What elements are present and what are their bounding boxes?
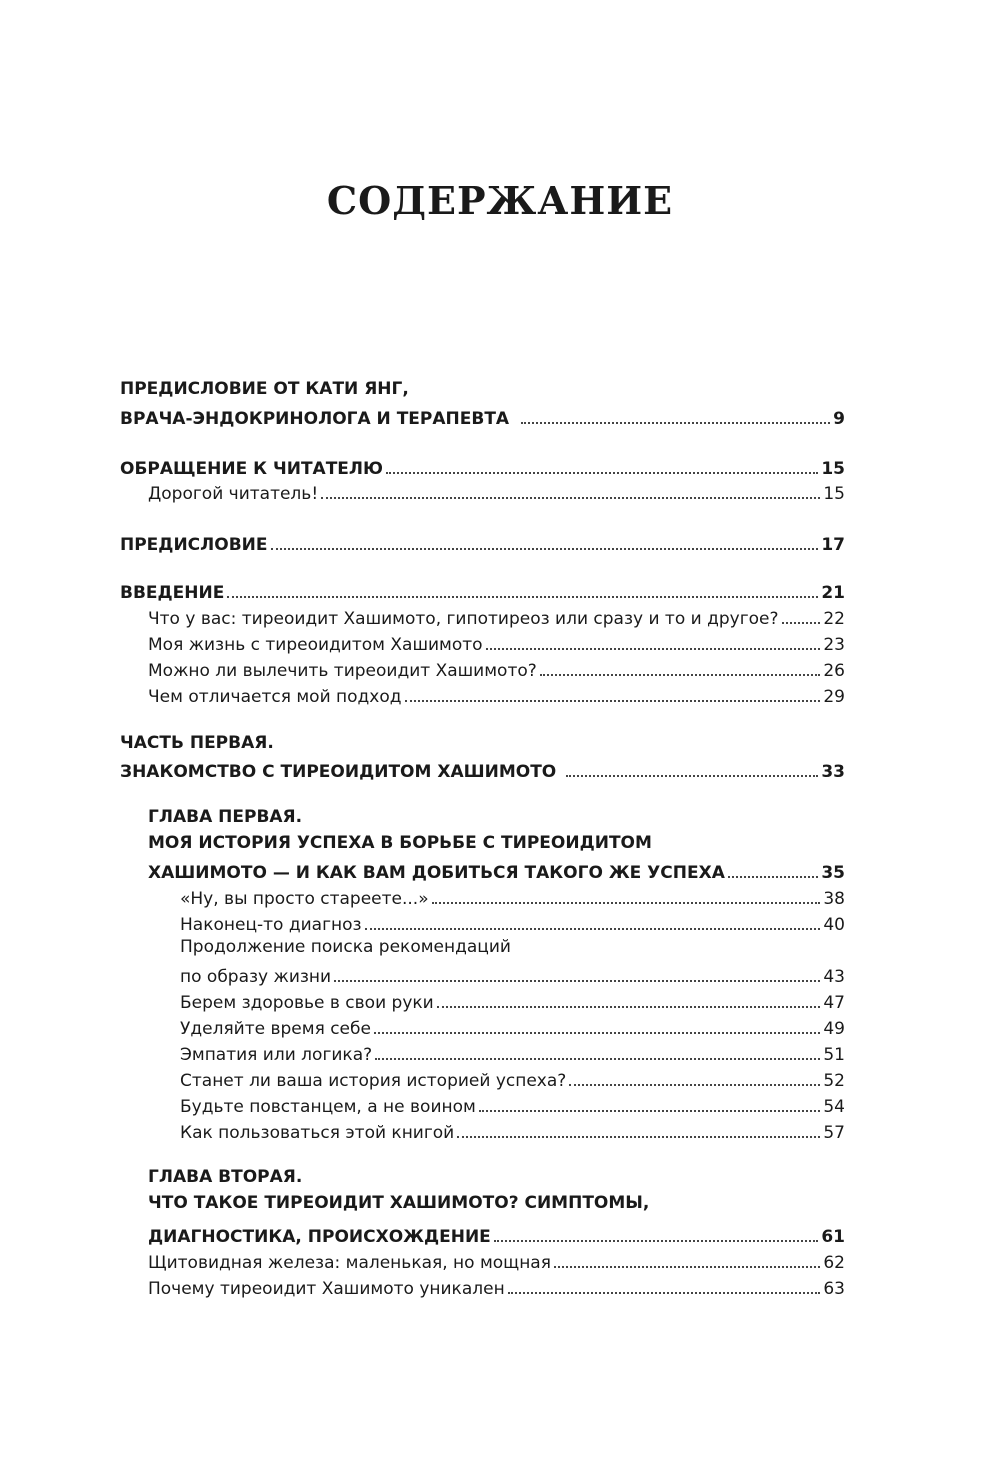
toc-page-number: 61 <box>821 1227 845 1247</box>
toc-entry-ch1[interactable] <box>148 858 845 884</box>
toc-entry-label: по образу жизни <box>180 967 332 987</box>
toc-entry-intro-item[interactable] <box>148 682 845 708</box>
toc-entry-ch1-line1[interactable]: ГЛАВА ПЕРВАЯ. <box>148 807 303 827</box>
toc-page-number: 63 <box>823 1279 845 1299</box>
toc-entry-preface-katy-line1[interactable]: ПРЕДИСЛОВИЕ ОТ КАТИ ЯНГ, <box>120 379 409 399</box>
toc-page-number: 57 <box>823 1123 845 1143</box>
dot-leader <box>432 902 821 904</box>
toc-entry-ch1-item[interactable] <box>180 1118 845 1144</box>
toc-page-number: 33 <box>821 762 845 782</box>
dot-leader <box>405 700 821 702</box>
toc-entry-label: ВРАЧА-ЭНДОКРИНОЛОГА И ТЕРАПЕВТА <box>120 409 510 429</box>
toc-entry-intro-item[interactable] <box>148 604 845 630</box>
toc-entry-ch1-item[interactable] <box>180 884 845 910</box>
toc-entry-label: ЗНАКОМСТВО С ТИРЕОИДИТОМ ХАШИМОТО <box>120 762 557 782</box>
toc-entry-label: ХАШИМОТО — И КАК ВАМ ДОБИТЬСЯ ТАКОГО ЖЕ УСПЕХА <box>148 863 725 883</box>
toc-page-number: 38 <box>823 889 845 909</box>
toc-page-number: 62 <box>823 1253 845 1273</box>
toc-entry-ch1-item[interactable] <box>180 1014 845 1040</box>
toc-page-number: 49 <box>823 1019 845 1039</box>
toc-entry-label: ОБРАЩЕНИЕ К ЧИТАТЕЛЮ <box>120 459 383 479</box>
toc-entry-ch1-item[interactable] <box>180 1066 845 1092</box>
toc-entry-label: Будьте повстанцем, а не воином <box>180 1097 476 1117</box>
dot-leader <box>227 596 818 598</box>
dot-leader <box>437 1006 821 1008</box>
toc-entry-label: Можно ли вылечить тиреоидит Хашимото? <box>148 661 537 681</box>
toc-entry-dear-reader[interactable] <box>148 479 845 505</box>
toc-entry-ch2[interactable] <box>148 1222 845 1248</box>
toc-entry-label: Уделяйте время себе <box>180 1019 371 1039</box>
toc-page-number: 26 <box>823 661 845 681</box>
toc-entry-label: ПРЕДИСЛОВИЕ <box>120 535 268 555</box>
toc-entry-intro-item[interactable] <box>148 630 845 656</box>
toc-page-number: 43 <box>823 967 845 987</box>
dot-leader <box>365 928 821 930</box>
toc-page-number: 9 <box>833 409 845 429</box>
dot-leader <box>494 1240 819 1242</box>
toc-entry-ch1-item[interactable] <box>180 1092 845 1118</box>
toc-page-number: 17 <box>821 535 845 555</box>
toc-entry-ch1-item[interactable] <box>180 962 845 988</box>
toc-page-number: 22 <box>823 609 845 629</box>
dot-leader <box>374 1032 820 1034</box>
toc-entry-ch1-line2[interactable]: МОЯ ИСТОРИЯ УСПЕХА В БОРЬБЕ С ТИРЕОИДИТОМ <box>148 833 652 853</box>
toc-entry-address[interactable] <box>120 454 845 480</box>
dot-leader <box>334 980 820 982</box>
toc-entry-label: ВВЕДЕНИЕ <box>120 583 225 603</box>
toc-entry-ch2-line2[interactable]: ЧТО ТАКОЕ ТИРЕОИДИТ ХАШИМОТО? СИМПТОМЫ, <box>148 1193 650 1213</box>
toc-entry-ch1-search-line1[interactable]: Продолжение поиска рекомендаций <box>180 937 511 957</box>
toc-entry-label: Дорогой читатель! <box>148 484 319 504</box>
toc-entry-label: Почему тиреоидит Хашимото уникален <box>148 1279 505 1299</box>
toc-entry-preface[interactable] <box>120 530 845 556</box>
dot-leader <box>321 497 820 499</box>
toc-entry-label: ДИАГНОСТИКА, ПРОИСХОЖДЕНИЕ <box>148 1227 491 1247</box>
dot-leader <box>554 1266 820 1268</box>
toc-page-number: 40 <box>823 915 845 935</box>
dot-leader <box>386 472 818 474</box>
toc-page-number: 47 <box>823 993 845 1013</box>
toc-entry-ch2-item[interactable] <box>148 1274 845 1300</box>
toc-entry-label: Щитовидная железа: маленькая, но мощная <box>148 1253 551 1273</box>
toc-entry-part1-line1[interactable]: ЧАСТЬ ПЕРВАЯ. <box>120 733 274 753</box>
toc-entry-label: Берем здоровье в свои руки <box>180 993 434 1013</box>
toc-page-number: 52 <box>823 1071 845 1091</box>
toc-entry-intro-item[interactable] <box>148 656 845 682</box>
toc-page-number: 35 <box>821 863 845 883</box>
toc-page-number: 54 <box>823 1097 845 1117</box>
dot-leader <box>521 422 830 424</box>
dot-leader <box>569 1084 820 1086</box>
dot-leader <box>566 775 818 777</box>
dot-leader <box>540 674 821 676</box>
dot-leader <box>479 1110 821 1112</box>
dot-leader <box>728 876 818 878</box>
toc-entry-label: Моя жизнь с тиреоидитом Хашимото <box>148 635 483 655</box>
toc-page-number: 23 <box>823 635 845 655</box>
toc-page-number: 15 <box>821 459 845 479</box>
toc-page-number: 15 <box>823 484 845 504</box>
toc-entry-label: «Ну, вы просто стареете...» <box>180 889 429 909</box>
dot-leader <box>271 548 819 550</box>
toc-entry-label: Наконец-то диагноз <box>180 915 362 935</box>
page-title: СОДЕРЖАНИЕ <box>326 178 674 223</box>
toc-entry-label: Что у вас: тиреоидит Хашимото, гипотиреоз или сразу и то и другое? <box>148 609 779 629</box>
toc-entry-label: Как пользоваться этой книгой <box>180 1123 455 1143</box>
toc-entry-label: Чем отличается мой подход <box>148 687 402 707</box>
toc-entry-label: Эмпатия или логика? <box>180 1045 373 1065</box>
toc-page-number: 29 <box>823 687 845 707</box>
dot-leader <box>782 622 821 624</box>
toc-entry-part1[interactable] <box>120 757 845 783</box>
toc-entry-ch2-line1[interactable]: ГЛАВА ВТОРАЯ. <box>148 1167 303 1187</box>
dot-leader <box>486 648 821 650</box>
toc-entry-label: Станет ли ваша история историей успеха? <box>180 1071 567 1091</box>
toc-page-number: 51 <box>823 1045 845 1065</box>
toc-entry-ch1-item[interactable] <box>180 988 845 1014</box>
dot-leader <box>375 1058 820 1060</box>
toc-entry-preface-katy[interactable] <box>120 404 845 430</box>
toc-entry-ch1-item[interactable] <box>180 910 845 936</box>
dot-leader <box>508 1292 821 1294</box>
toc-entry-intro[interactable] <box>120 578 845 604</box>
dot-leader <box>457 1136 820 1138</box>
toc-entry-ch1-item[interactable] <box>180 1040 845 1066</box>
toc-entry-ch2-item[interactable] <box>148 1248 845 1274</box>
toc-page-number: 21 <box>821 583 845 603</box>
